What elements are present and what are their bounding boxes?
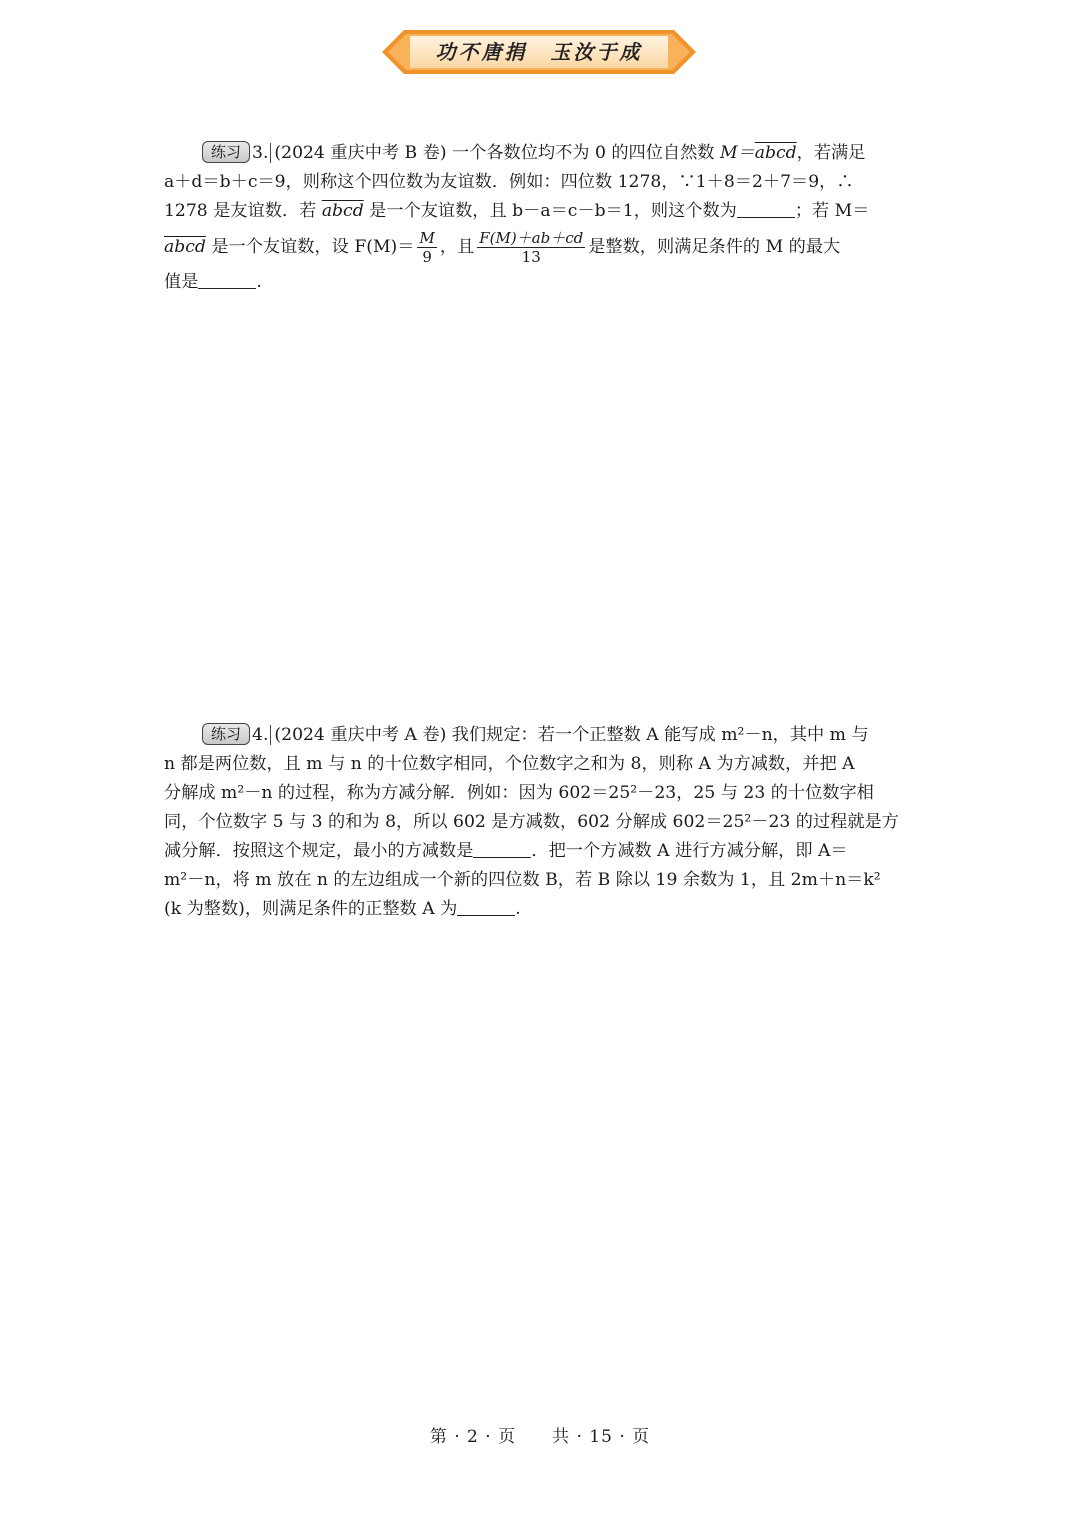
answer-blank [198, 270, 256, 289]
p3-line-5 [164, 268, 919, 297]
p3-text: 值是 [164, 272, 199, 292]
p4-line-4: 同，个位数字 5 与 3 的和为 8，所以 602 是方减数，602 分解成 602＝25²－23 的过程就是方 [164, 812, 899, 832]
exercise-tag: 练习 [202, 141, 250, 163]
p4-line-1 [202, 721, 919, 750]
p4-line-7 [164, 895, 919, 924]
fraction-numerator: F(M)＋ab＋cd [479, 228, 584, 247]
p4-line-2: n 都是两位数，且 m 与 n 的十位数字相同，个位数字之和为 8，则称 A 为方减数，并把 A [164, 754, 855, 774]
answer-blank [457, 897, 515, 916]
answer-blank [737, 199, 795, 218]
fraction-m-over-9 [417, 229, 436, 266]
question-number: 4. [252, 725, 271, 745]
header-banner [382, 30, 696, 74]
p4-line-5 [164, 837, 919, 866]
p3-line-1 [202, 139, 919, 168]
p3-text: ，若满足 [796, 143, 866, 163]
p4-text: 减分解．按照这个规定，最小的方减数是 [164, 841, 474, 861]
exercise-3 [164, 139, 919, 297]
p4-text: . [515, 899, 521, 919]
banner-motto: 功不唐捐 玉汝于成 [435, 40, 643, 64]
p3-abcd: abcd [754, 143, 797, 163]
fraction-numerator: M [419, 228, 435, 247]
exercise-4 [164, 721, 919, 924]
answer-blank [473, 839, 531, 858]
p4-line-3: 分解成 m²－n 的过程，称为方减分解．例如：因为 602＝25²－23，25 与 23 的十位数字相 [164, 783, 874, 803]
p3-text: 1278 是友谊数．若 [164, 201, 317, 221]
question-number: 3. [252, 143, 271, 163]
p3-text: 是一个友谊数，且 b－a＝c－b＝1，则这个数为 [369, 201, 737, 221]
p3-math: M＝ [719, 143, 755, 163]
p3-text: ，且 [439, 236, 475, 257]
p3-abcd: abcd [164, 236, 206, 257]
exercise-tag: 练习 [202, 723, 250, 745]
p4-line-6: m²－n，将 m 放在 n 的左边组成一个新的四位数 B，若 B 除以 19 余数为 1，且 2m＋n＝k² [164, 870, 881, 890]
p3-line-3 [164, 197, 919, 226]
p3-text: ；若 M＝ [794, 201, 870, 221]
page-number-footer: 第 · 2 · 页 共 · 15 · 页 [429, 1427, 651, 1447]
p4-text: (k 为整数)，则满足条件的正整数 A 为 [164, 899, 458, 919]
p3-abcd: abcd [321, 201, 364, 221]
p3-text: (2024 重庆中考 B 卷) 一个各数位均不为 0 的四位自然数 [274, 143, 715, 163]
fraction-fm-over-13 [477, 229, 585, 266]
p4-text: ．把一个方减数 A 进行方减分解，即 A＝ [531, 841, 848, 861]
p3-text: 是整数，则满足条件的 M 的最大 [588, 236, 841, 257]
p3-text: . [256, 272, 262, 292]
p4-text: (2024 重庆中考 A 卷) 我们规定：若一个正整数 A 能写成 m²－n，其中 m 与 [274, 725, 869, 745]
p3-text: 是一个友谊数，设 F(M)＝ [211, 236, 415, 257]
p3-line-4 [164, 226, 919, 268]
p3-line-2: a＋d＝b＋c＝9，则称这个四位数为友谊数．例如：四位数 1278，∵1＋8＝2＋7＝9，∴ [164, 172, 854, 192]
fraction-denominator: 9 [422, 247, 432, 266]
fraction-denominator: 13 [521, 247, 541, 266]
